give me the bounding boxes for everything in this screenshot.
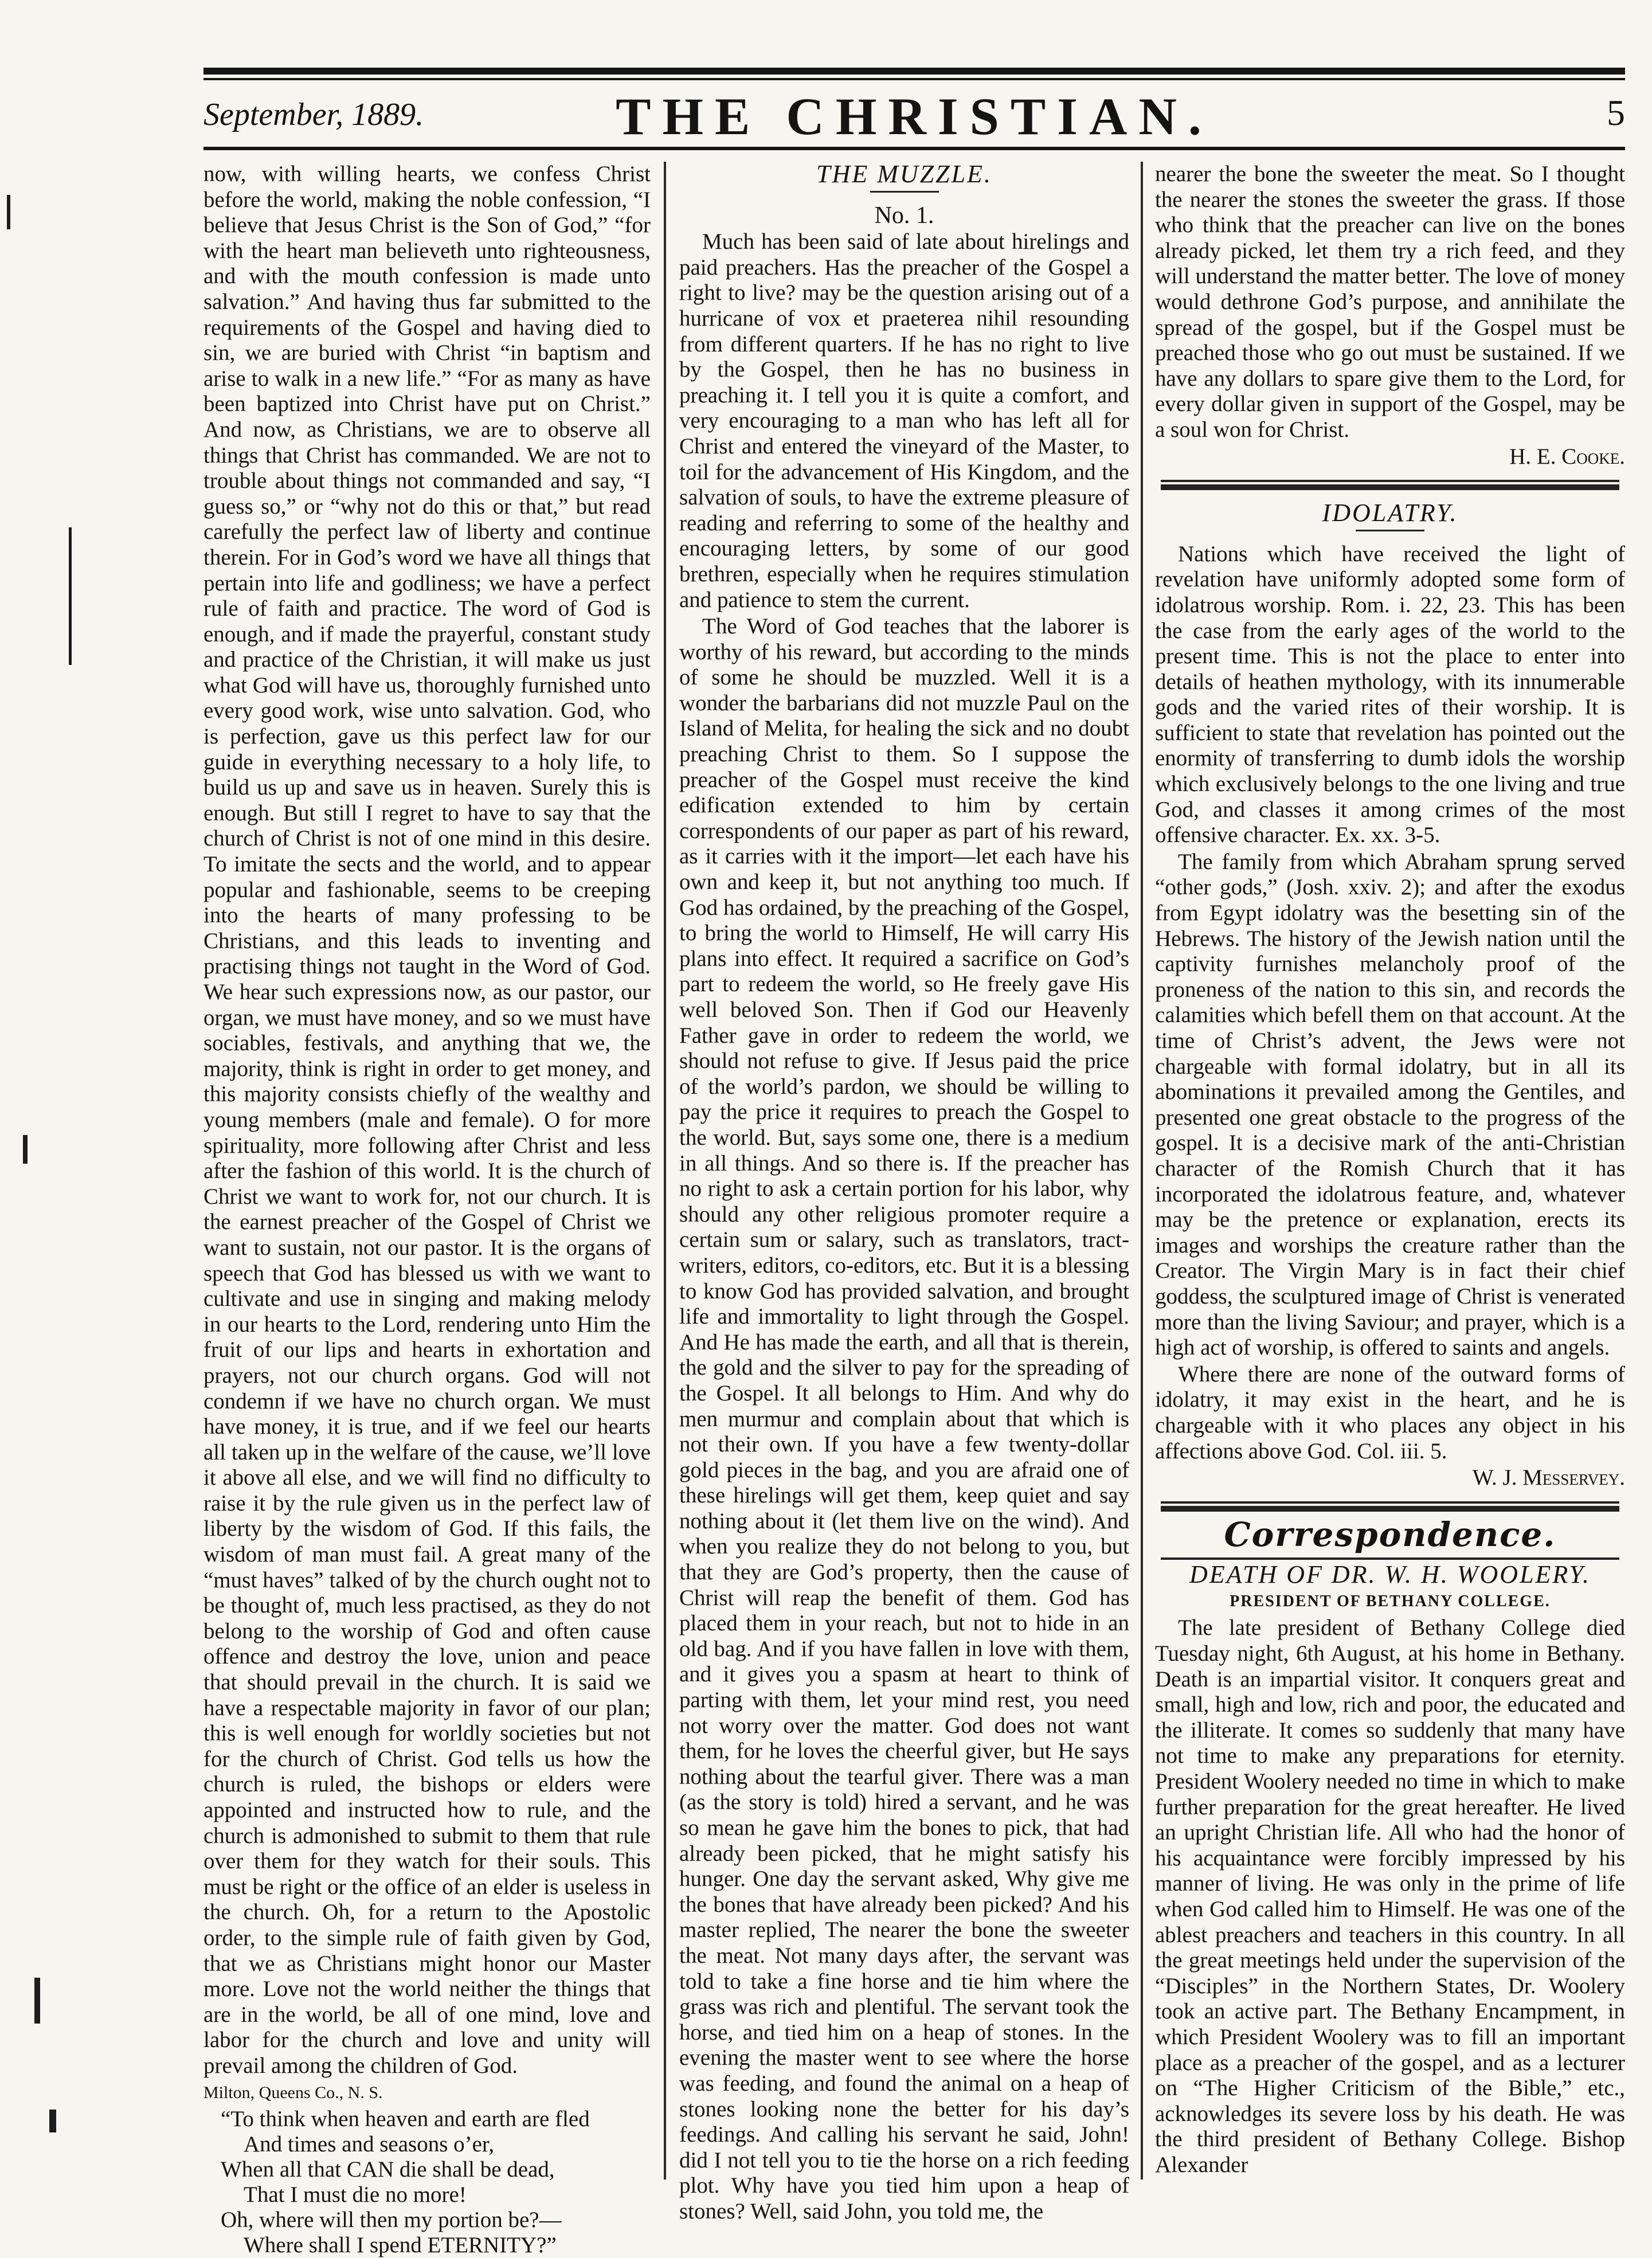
masthead	[203, 86, 1625, 146]
article-place: Milton, Queens Co., N. S.	[203, 2083, 383, 2102]
column-3	[1155, 162, 1625, 2179]
poem-line: Oh, where will then my portion be?—	[221, 2208, 562, 2233]
section-rule-thick	[1161, 1506, 1619, 1512]
page-number: 5	[1607, 92, 1625, 133]
poem-line: That I must die no more!	[244, 2182, 467, 2208]
column-rule-2	[1141, 162, 1143, 2179]
article-title-muzzle: THE MUZZLE.	[816, 160, 992, 188]
article-paragraph: Much has been said of late about hirelings and paid preachers. Has the preacher of the Gospel a right to live? may be the question arising out of a hurricane of vox et praeterea nihil resounding from different quarters. If he has no right to live by the Gospel, then he has no business in preaching it. I tell you it is quite a comfort, and very encouraging to a man who has left all for Christ and entered the vineyard of the Master, to toil for the advancement of His Kingdom, and the salvation of souls, to have the extreme pleasure of reading and referring to some of the healthy and encouraging letters, by some of our good brethren, especially when he requires stimulation and patience to stem the current.	[679, 229, 1129, 612]
poem-line: And times and seasons o’er,	[244, 2132, 495, 2157]
article-paragraph: The late president of Bethany College died Tuesday night, 6th August, at his home in Bethany. Death is an impartial visitor. It conquers great and small, high and low, rich and poor, the educated and the illiterate. It comes so suddenly that many have not time to make any preparations for eternity. President Woolery needed no time in which to make further preparation for the great hereafter. He lived an upright Christian life. All who had the honor of his acquaintance were forcibly impressed by his manner of living. He was only in the prime of life when God called him to Himself. He was one of the ablest preachers and teachers in this country. In all the great meetings held under the supervision of the “Disciples” in the Northern States, Dr. Woolery took an active part. The Bethany Encampment, in which President Woolery was to fill an important place as a preacher of the gospel, and as a lecturer on “The Higher Criticism of the Bible,” etc., acknowledges its severe loss by his death. He was the third president of Bethany College. Bishop Alexander	[1155, 1615, 1625, 2177]
newspaper-title: THE CHRISTIAN.	[616, 87, 1213, 146]
issue-date: September, 1889.	[203, 97, 424, 132]
column-rule-1	[664, 162, 666, 2179]
article-body-paragraph: now, with willing hearts, we confess Christ before the world, making the noble confession, “I believe that Jesus Christ is the Son of God,” “for with the heart man believeth unto righteousness, and with the mouth confession is made unto salvation.” And having thus far submitted to the requirements of the Gospel and having died to sin, we are buried with Christ “in baptism and arise to walk in a new life.” “For as many as have been baptized into Christ have put on Christ.” And now, as Christians, we are to observe all things that Christ has commanded. We are not to trouble about things not commanded and say, “I guess so,” or “why not do this or that,” but read carefully the perfect law of liberty and continue therein. For in God’s word we have all things that pertain into life and godliness; we have a perfect rule of faith and practice. The word of God is enough, and if made the prayerful, constant study and practice of the Christian, it will make us just what God will have us, thoroughly furnished unto every good work, wise unto salvation. God, who is perfection, gave us this perfect law for our guide in everything necessary to a holy life, to build us up and save us in heaven. Surely this is enough. But still I regret to have to say that the church of Christ is not of one mind in this desire. To imitate the sects and the world, and to appear popular and fashionable, seems to be creeping into the hearts of many professing to be Christians, and this leads to inventing and practising things not taught in the Word of God. We hear such expressions now, as our pastor, our organ, we must have money, and so we must have sociables, festivals, and anything that we, the majority, think is right in order to get money, and this majority consists chiefly of the wealthy and young members (male and female). O for more spirituality, more following after Christ and less after the fashion of this world. It is the church of Christ we want to work for, not our church. It is the earnest preacher of the Gospel of Christ we want to sustain, not our pastor. It is the organs of speech that God has blessed us with we want to cultivate and use in singing and making melody in our hearts to the Lord, rendering unto Him the fruit of our lips and hearts in exhortation and prayers, not our church organs. God will not condemn if we have no church organ. We must have money, it is true, and if we feel our hearts all taken up in the welfare of the cause, we’ll love it above all else, and we will find no difficulty to raise it by the rule given us in the perfect law of liberty by the wisdom of God. If this fails, the wisdom of man must fail. A great many of the “must haves” talked of by the church ought not to be thought of, much less practised, as they do not belong to the worship of God and often cause offence and destroy the love, union and peace that should prevail in the church. It is said we have a respectable majority in favor of our plan; this is well enough for worldly societies but not for the church of Christ. God tells us how the church is ruled, the bishops or elders were appointed and instructed how to rule, and the church is admonished to submit to them that rule over them for they watch for their souls. This must be right or the office of an elder is useless in the church. Oh, for a return to the Apostolic order, to the simple rule of faith given by God, that we as Christians might honor our Master more. Love not the world neither the things that are in the world, be all of one mind, love and labor for the church and love and unity will prevail among the children of God.	[203, 162, 651, 2078]
section-rule	[1161, 1501, 1619, 1504]
article-title-idolatry: IDOLATRY.	[1322, 499, 1458, 527]
author-signature: W. J. Messervey.	[1472, 1465, 1625, 1490]
poem	[221, 2107, 651, 2258]
article-paragraph: The family from which Abraham sprung served “other gods,” (Josh. xxiv. 2); and after the exodus from Egypt idolatry was the besetting sin of the Hebrews. The history of the Jewish nation until the captivity furnishes melancholy proof of the proneness of the nation to this sin, and records the calamities which befell them on that account. At the time of Christ’s advent, the Jews were not chargeable with formal idolatry, but in all its abominations it prevailed among the Gentiles, and presented one great obstacle to the progress of the gospel. It is a decisive mark of the anti-Christian character of the Romish Church that it has incorporated the idolatrous feature, and, whatever may be the pretence or explanation, erects its images and worships the creature rather than the Creator. The Virgin Mary is in fact their chief goddess, the sculptured image of Christ is venerated more than the living Saviour; and prayer, which is a high act of worship, is offered to saints and angels.	[1155, 849, 1625, 1360]
scan-margin-marks	[0, 172, 86, 2121]
top-double-rule	[203, 68, 1625, 75]
section-rule	[1161, 1557, 1619, 1560]
article-paragraph: The Word of God teaches that the laborer is worthy of his reward, but according to the minds of some he should be muzzled. Well it is a wonder the barbarians did not muzzle Paul on the Island of Melita, for healing the sick and no doubt preaching Christ to them. So I suppose the preacher of the Gospel must receive the kind edification extended to him by certain correspondents of our paper as part of his reward, as it carries with it the import—let each have his own and keep it, but not anything too much. If God has ordained, by the preaching of the Gospel, to bring the world to Himself, He will carry His plans into effect. It required a sacrifice on God’s part to redeem the world, so He freely gave His well beloved Son. Then if God our Heavenly Father gave in order to redeem the world, we should not refuse to give. If Jesus paid the price of the world’s pardon, we should be willing to pay the price it requires to preach the Gospel to the world. But, says some one, there is a medium in all things. And so there is. If the preacher has no right to ask a certain portion for his labor, why should any other religious promoter require a certain sum or salary, such as translators, tract-writers, editors, co-editors, etc. But it is a blessing to know God has provided salvation, and brought life and immortality to light through the Gospel. And He has made the earth, and all that is therein, the gold and the silver to pay for the spreading of the Gospel. It all belongs to Him. And why do men murmur and complain about that which is not their own. If you have a few twenty-dollar gold pieces in the bag, and you are afraid one of these hirelings will get them, keep quiet and say nothing about it (let them live on the wind). And when you realize they do not belong to you, but that they are God’s property, then the cause of Christ will reap the benefit of them. God has placed them in your reach, but not to hide in an old bag. And if you have fallen in love with them, and it gives you a spasm at heart to think of parting with them, let your mind rest, you need not worry over the matter. God does not want them, for he loves the cheerful giver, but He says nothing about the tearful giver. There was a man (as the story is told) hired a servant, and he was so mean he gave him the bones to pick, that had already been picked, that he might satisfy his hunger. One day the servant asked, Why give me the bones that have already been picked? And his master replied, The nearer the bone the sweeter the meat. Not many days after, the servant was told to take a fine horse and tie him where the grass was rich and plentiful. The servant took the horse, and tied him on a heap of stones. In the evening the master went to see where the horse was feeding, and found the animal on a heap of stones looking none the better for his day’s feedings. And calling his servant he said, John! did I not tell you to tie the horse on a rich feeding plot. Why have you tied him upon a heap of stones? Well, said John, you told me, the	[679, 614, 1129, 2224]
poem-line: “To think when heaven and earth are fled	[221, 2107, 590, 2132]
column-2	[679, 160, 1129, 2224]
poem-line: When all that CAN die shall be dead,	[221, 2157, 555, 2182]
title-rule	[1356, 530, 1424, 531]
article-number: No. 1.	[874, 202, 934, 229]
section-heading-correspondence: Correspondence.	[1224, 1515, 1556, 1554]
poem-line: Where shall I spend ETERNITY?”	[244, 2233, 557, 2258]
masthead-rule	[203, 147, 1625, 150]
top-thin-rule	[203, 78, 1625, 80]
author-signature: H. E. Cooke.	[1509, 444, 1625, 469]
article-paragraph: Where there are none of the outward forms of idolatry, it may exist in the heart, and he is chargeable with it who places any object in his affections above God. Col. iii. 5.	[1155, 1361, 1625, 1463]
title-rule	[870, 191, 939, 193]
column-1	[203, 162, 651, 2258]
article-subtitle: PRESIDENT OF BETHANY COLLEGE.	[1230, 1592, 1551, 1610]
article-title-death: DEATH OF DR. W. H. WOOLERY.	[1189, 1560, 1591, 1589]
article-continuation: nearer the bone the sweeter the meat. So I thought the nearer the stones the sweeter the grass. If those who think that the preacher can live on the bones already picked, let them try a rich feed, and they will understand the matter better. The love of money would dethrone God’s purpose, and annihilate the spread of the gospel, but if the Gospel must be preached those who go out must be sustained. If we have any dollars to spare give them to the Lord, for every dollar given in support of the Gospel, may be a soul won for Christ.	[1155, 162, 1625, 442]
section-rule	[1161, 480, 1619, 482]
article-paragraph: Nations which have received the light of revelation have uniformly adopted some form of idolatrous worship. Rom. i. 22, 23. This has been the case from the early ages of the world to the present time. This is not the place to enter into details of heathen mythology, with its innumerable gods and the varied rites of their worship. It is sufficient to state that revelation has pointed out the enormity of transferring to dumb idols the worship which exclusively belongs to the one living and true God, and classes it among crimes of the most offensive character. Ex. xx. 3-5.	[1155, 541, 1625, 848]
section-rule-thick	[1161, 484, 1619, 490]
